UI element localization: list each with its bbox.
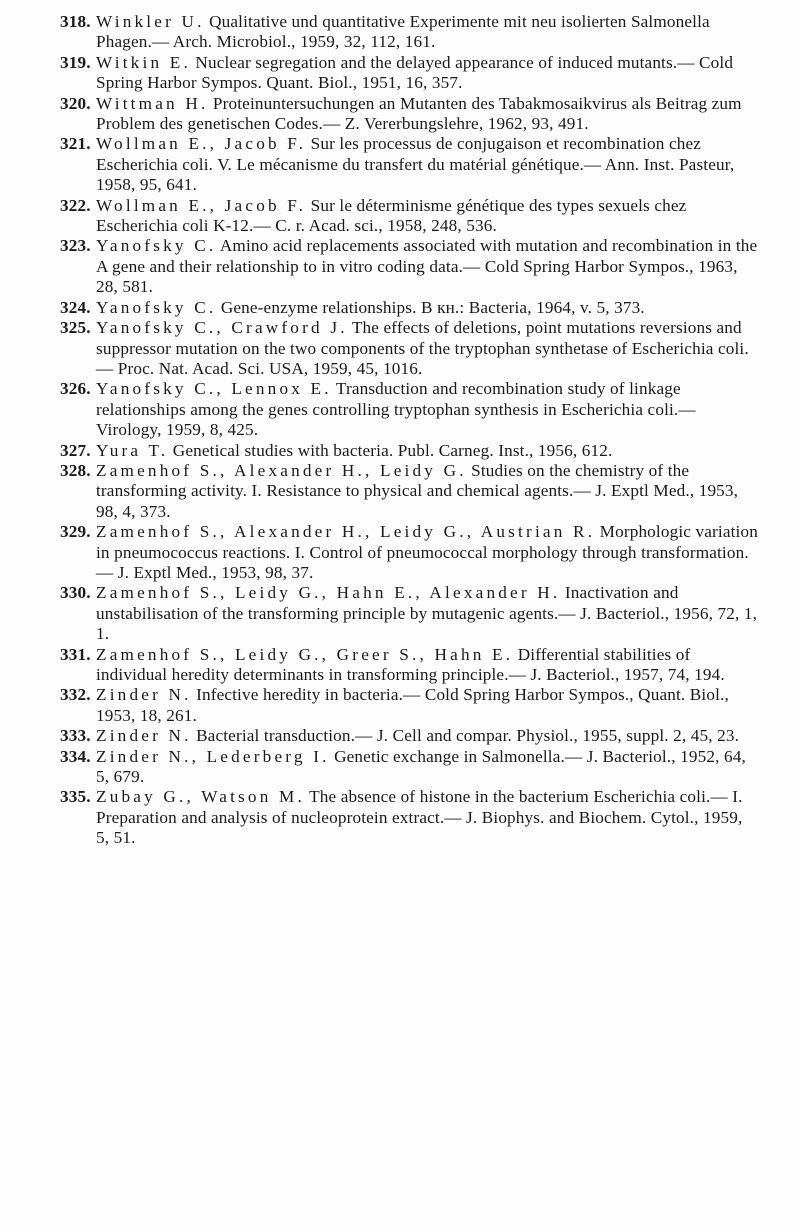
reference-text: Bacterial transduction.— J. Cell and compar. Physiol., 1955, suppl. 2, 45, 23. xyxy=(191,726,740,746)
reference-text: Nuclear segregation and the delayed appearance of induced mutants.— Cold Spring Harbor Sympos. Quant. Biol., 1951, 16, 357. xyxy=(96,52,734,93)
reference-body xyxy=(96,461,760,522)
reference-text: Amino acid replacements associated with mutation and recombination in the A gene and their relationship to in vitro coding data.— Cold Spring Harbor Sympos., 1963, 28, 581. xyxy=(96,236,758,297)
reference-body xyxy=(96,747,760,788)
reference-body xyxy=(96,298,760,318)
reference-body xyxy=(96,685,760,726)
reference-item xyxy=(60,522,760,583)
reference-item xyxy=(60,461,760,522)
reference-body xyxy=(96,236,760,297)
reference-body xyxy=(96,726,760,746)
reference-authors: Yanofsky C. xyxy=(96,236,217,256)
reference-text: Genetic exchange in Salmonella.— J. Bacteriol., 1952, 64, 5, 679. xyxy=(96,746,746,787)
reference-text: Inactivation and unstabilisation of the transforming principle by mutagenic agents.— J. Bacteriol., 1956, 72, 1, 1. xyxy=(96,583,758,644)
reference-item xyxy=(60,441,760,461)
reference-item xyxy=(60,726,760,746)
reference-number: 321. xyxy=(60,134,91,154)
reference-item xyxy=(60,318,760,379)
reference-item xyxy=(60,685,760,726)
reference-authors: Yura T. xyxy=(96,440,169,460)
reference-text: Qualitative und quantitative Experimente mit neu isolierten Salmonella Phagen.— Arch. Microbiol., 1959, 32, 112, 161. xyxy=(96,12,710,52)
reference-authors: Wollman E., Jacob F. xyxy=(96,134,307,154)
reference-text: Transduction and recombination study of linkage relationships among the genes controlling tryptophan synthesis in Escherichia coli.— Virology, 1959, 8, 425. xyxy=(96,379,696,440)
reference-authors: Wollman E., Jacob F. xyxy=(96,195,307,215)
reference-body xyxy=(96,441,760,461)
reference-text: Morphologic variation in pneumococcus reactions. I. Control of pneumococcal morphology through transformation.— J. Exptl Med., 1953, 98, 37. xyxy=(96,522,758,582)
reference-authors: Zinder N. xyxy=(96,726,192,746)
reference-text: Sur le déterminisme génétique des types sexuels chez Escherichia coli K-12.— C. r. Acad. sci., 1958, 248, 536. xyxy=(96,195,687,236)
reference-text: Studies on the chemistry of the transforming activity. I. Resistance to physical and chemical agents.— J. Exptl Med., 1953, 98, 4, 373. xyxy=(96,460,739,521)
reference-number: 330. xyxy=(60,583,91,603)
reference-body xyxy=(96,645,760,686)
reference-item xyxy=(60,787,760,848)
reference-body xyxy=(96,583,760,644)
reference-authors: Yanofsky C., Crawford J. xyxy=(96,318,348,338)
reference-text: Gene-enzyme relationships. В кн.: Bacteria, 1964, v. 5, 373. xyxy=(216,297,645,317)
reference-number: 326. xyxy=(60,379,91,399)
reference-authors: Witkin E. xyxy=(96,52,191,72)
reference-authors: Zamenhof S., Leidy G., Greer S., Hahn E. xyxy=(96,644,514,664)
reference-number: 329. xyxy=(60,522,91,542)
reference-number: 318. xyxy=(60,12,91,31)
reference-body xyxy=(96,94,760,135)
reference-item xyxy=(60,94,760,135)
reference-item xyxy=(60,645,760,686)
reference-number: 328. xyxy=(60,460,91,480)
reference-item xyxy=(60,12,760,53)
reference-item xyxy=(60,53,760,94)
reference-number: 331. xyxy=(60,644,91,664)
reference-number: 333. xyxy=(60,726,91,746)
reference-body xyxy=(96,53,760,94)
reference-authors: Zamenhof S., Alexander H., Leidy G., Austrian R. xyxy=(96,522,596,542)
reference-number: 327. xyxy=(60,440,91,460)
reference-number: 324. xyxy=(60,297,91,317)
reference-authors: Yanofsky C., Lennox E. xyxy=(96,379,332,399)
reference-body xyxy=(96,787,760,848)
reference-number: 323. xyxy=(60,236,91,256)
reference-text: Genetical studies with bacteria. Publ. Carneg. Inst., 1956, 612. xyxy=(168,440,613,460)
reference-item xyxy=(60,747,760,788)
reference-item xyxy=(60,236,760,297)
reference-authors: Zinder N. xyxy=(96,685,192,705)
reference-number: 334. xyxy=(60,746,91,766)
reference-text: Proteinuntersuchungen an Mutanten des Tabakmosaikvirus als Beitrag zum Problem des genetischen Codes.— Z. Vererbungslehre, 1962, 93, 491. xyxy=(96,93,742,134)
reference-text: Infective heredity in bacteria.— Cold Spring Harbor Sympos., Quant. Biol., 1953, 18, 261. xyxy=(96,685,729,725)
reference-body xyxy=(96,379,760,440)
reference-item xyxy=(60,134,760,195)
reference-authors: Zubay G., Watson M. xyxy=(96,787,305,807)
reference-item xyxy=(60,298,760,318)
reference-authors: Zamenhof S., Leidy G., Hahn E., Alexander H. xyxy=(96,583,561,603)
reference-body xyxy=(96,196,760,237)
reference-body xyxy=(96,522,760,583)
reference-number: 325. xyxy=(60,318,91,338)
reference-authors: Wittman H. xyxy=(96,93,209,113)
reference-item xyxy=(60,379,760,440)
reference-number: 319. xyxy=(60,52,91,72)
reference-number: 320. xyxy=(60,93,91,113)
reference-body xyxy=(96,134,760,195)
reference-body xyxy=(96,318,760,379)
reference-item xyxy=(60,196,760,237)
reference-text: The absence of histone in the bacterium Escherichia coli.— I. Preparation and analysis of nucleoprotein extract.— J. Biophys. and Biochem. Cytol., 1959, 5, 51. xyxy=(96,787,743,848)
reference-text: Sur les processus de conjugaison et recombination chez Escherichia coli. V. Le mécanisme du transfert du matérial génétique.— Ann. Inst. Pasteur, 1958, 95, 641. xyxy=(96,134,735,195)
reference-number: 332. xyxy=(60,685,91,705)
reference-text: The effects of deletions, point mutations reversions and suppressor mutation on the two components of the tryptophan synthetase of Escherichia coli.— Proc. Nat. Acad. Sci. USA, 1959, 45, 1016. xyxy=(96,318,749,378)
reference-authors: Zinder N., Lederberg I. xyxy=(96,746,330,766)
reference-list xyxy=(60,12,760,849)
reference-authors: Yanofsky C. xyxy=(96,297,217,317)
reference-authors: Zamenhof S., Alexander H., Leidy G. xyxy=(96,460,467,480)
reference-text: Differential stabilities of individual heredity determinants in transforming principle.— J. Bacteriol., 1957, 74, 194. xyxy=(96,644,725,684)
reference-body xyxy=(96,12,760,53)
reference-number: 322. xyxy=(60,195,91,215)
reference-authors: Winkler U. xyxy=(96,12,205,31)
reference-item xyxy=(60,583,760,644)
reference-number: 335. xyxy=(60,787,91,807)
